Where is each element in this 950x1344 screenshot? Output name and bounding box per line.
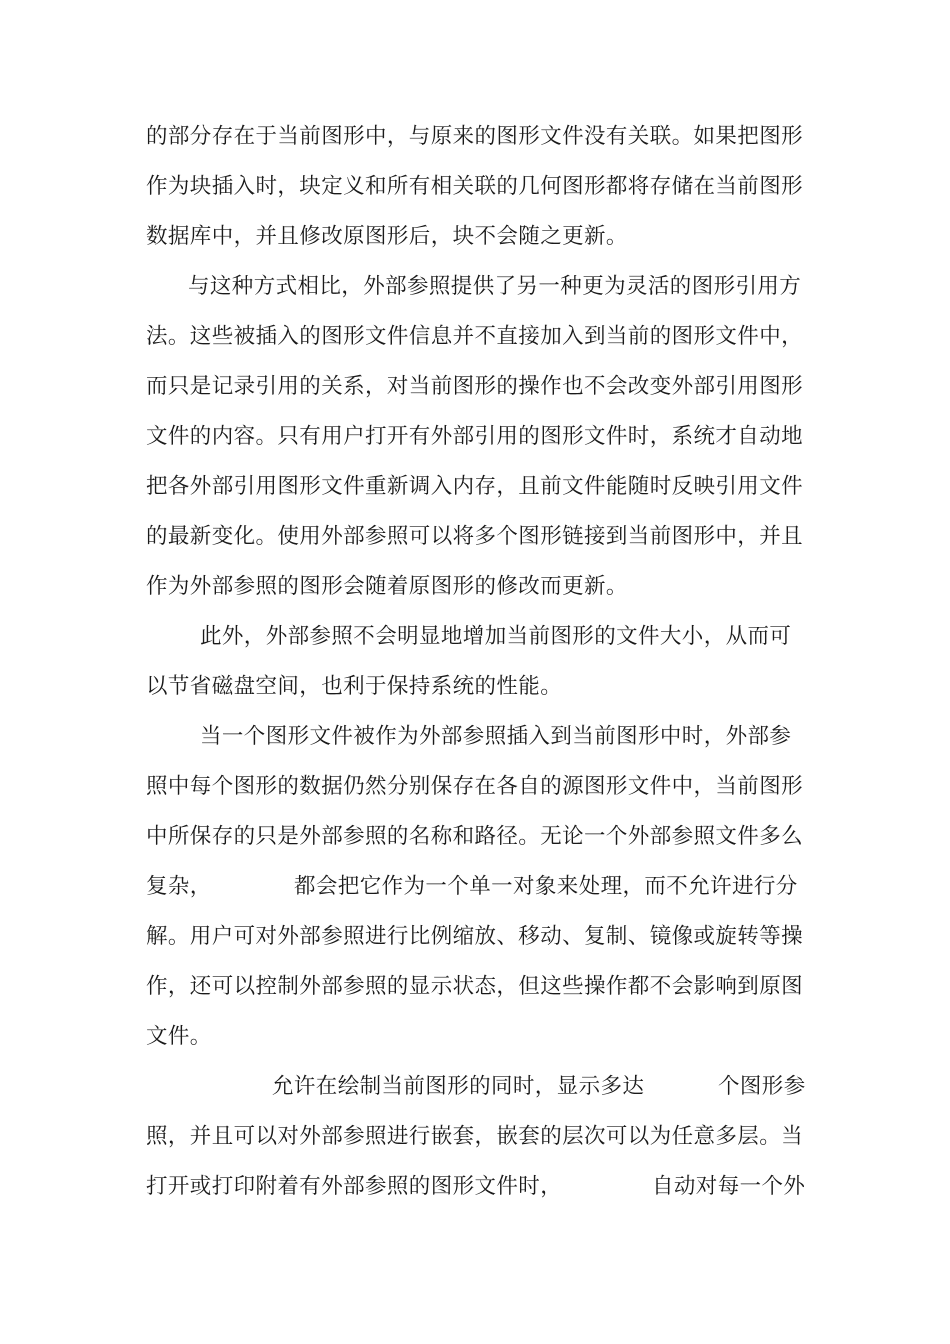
- paragraph-4-line-2: 照中每个图形的数据仍然分别保存在各自的源图形文件中，当前图形: [146, 774, 804, 799]
- paragraph-2-line-7: 作为外部参照的图形会随着原图形的修改而更新。: [146, 574, 628, 599]
- paragraph-2-line-6: 的最新变化。使用外部参照可以将多个图形链接到当前图形中，并且: [146, 524, 804, 549]
- paragraph-4-line-5: 解。用户可对外部参照进行比例缩放、移动、复制、镜像或旋转等操: [146, 924, 804, 949]
- paragraph-4-line-7: 文件。: [146, 1024, 212, 1049]
- paragraph-3-line-2: 以节省磁盘空间，也利于保持系统的性能。: [146, 674, 563, 699]
- paragraph-5-line-2: 照，并且可以对外部参照进行嵌套，嵌套的层次可以为任意多层。当: [146, 1124, 804, 1149]
- paragraph-2-line-2: 法。这些被插入的图形文件信息并不直接加入到当前的图形文件中，: [146, 324, 804, 349]
- paragraph-2-line-5: 把各外部引用图形文件重新调入内存，且前文件能随时反映引用文件: [146, 474, 804, 499]
- paragraph-4-line-6: 作，还可以控制外部参照的显示状态，但这些操作都不会影响到原图: [146, 974, 804, 999]
- paragraph-4-line-4-start: 复杂，: [146, 874, 212, 899]
- paragraph-2-line-4: 文件的内容。只有用户打开有外部引用的图形文件时，系统才自动地: [146, 424, 804, 449]
- paragraph-1-line-1: 的部分存在于当前图形中，与原来的图形文件没有关联。如果把图形: [146, 124, 804, 149]
- paragraph-2-line-3: 而只是记录引用的关系，对当前图形的操作也不会改变外部引用图形: [146, 374, 804, 399]
- paragraph-5-line-1-end: 个图形参: [718, 1074, 806, 1099]
- paragraph-4-line-1: 当一个图形文件被作为外部参照插入到当前图形中时，外部参: [200, 724, 792, 749]
- paragraph-3-line-1: 此外，外部参照不会明显地增加当前图形的文件大小，从而可: [200, 624, 792, 649]
- paragraph-5-line-3-end: 自动对每一个外: [652, 1174, 806, 1199]
- paragraph-5-line-3-start: 打开或打印附着有外部参照的图形文件时，: [146, 1174, 563, 1199]
- paragraph-5-line-1-start: 允许在绘制当前图形的同时，显示多达: [272, 1074, 645, 1099]
- paragraph-1-line-2: 作为块插入时，块定义和所有相关联的几何图形都将存储在当前图形: [146, 174, 804, 199]
- paragraph-4-line-4-end: 都会把它作为一个单一对象来处理，而不允许进行分: [294, 874, 798, 899]
- paragraph-2-line-1: 与这种方式相比，外部参照提供了另一种更为灵活的图形引用方: [188, 274, 802, 299]
- paragraph-1-line-3: 数据库中，并且修改原图形后，块不会随之更新。: [146, 224, 628, 249]
- paragraph-4-line-3: 中所保存的只是外部参照的名称和路径。无论一个外部参照文件多么: [146, 824, 804, 849]
